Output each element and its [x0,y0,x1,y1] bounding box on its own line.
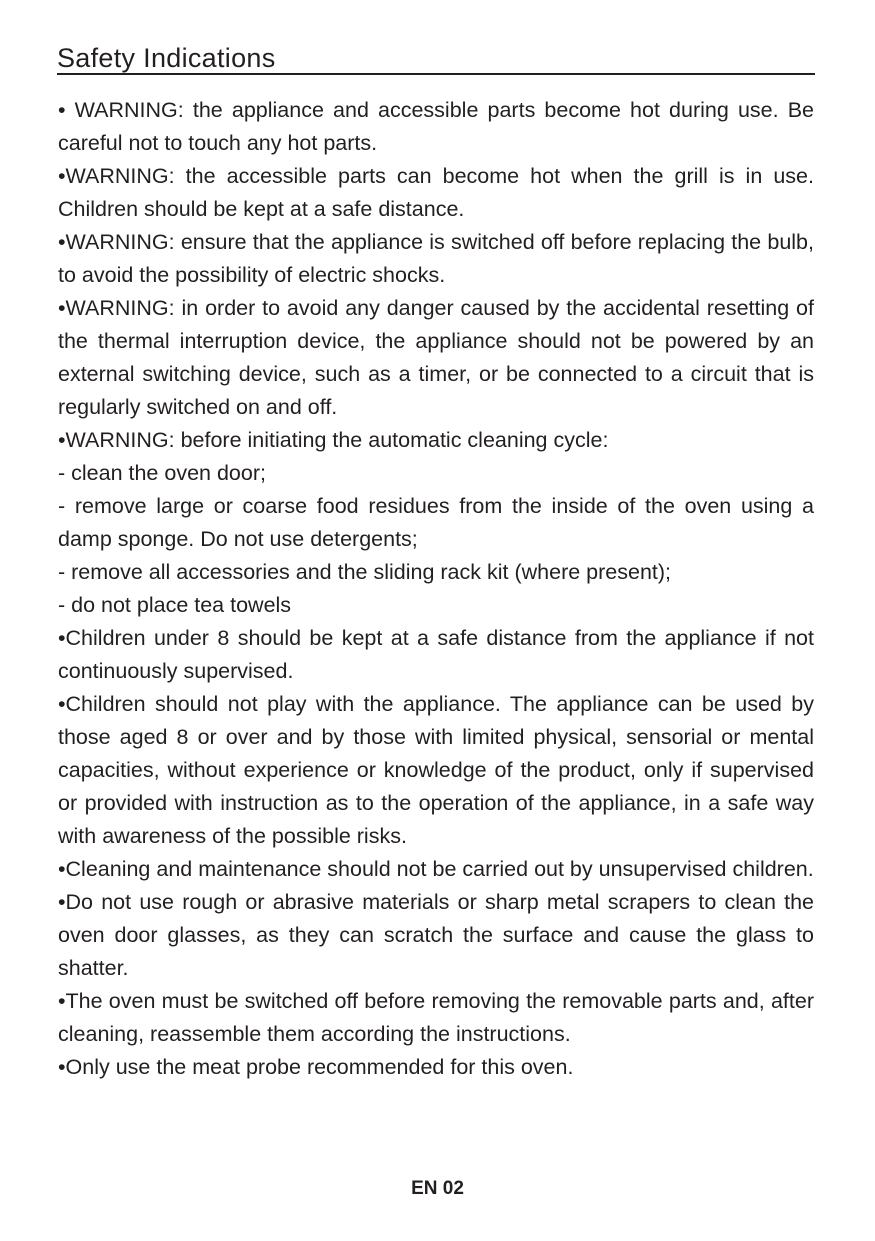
paragraph-cleaning-cycle-warning: •WARNING: before initiating the automatic cleaning cycle: [58,428,609,452]
paragraph-grill-warning: •WARNING: the accessible parts can become hot when the grill is in use. Children should be kept at a safe distance. [58,164,814,221]
paragraph-bulb-warning: •WARNING: ensure that the appliance is switched off before replacing the bulb, to avoid the possibility of electric shocks. [58,230,814,287]
list-item-clean-door: - clean the oven door; [58,461,266,485]
list-item-remove-residues: - remove large or coarse food residues from the inside of the oven using a damp sponge. Do not use detergents; [58,494,814,551]
paragraph-children-distance: •Children under 8 should be kept at a safe distance from the appliance if not continuously supervised. [58,626,814,683]
paragraph-children-play: •Children should not play with the appliance. The appliance can be used by those aged 8 or over and by those with limited physical, sensorial or mental capacities, without experience or knowledge of the product, only if supervised or provided with instruction as to the operation of the appliance, in a safe way with awareness of the possible risks. [58,692,814,848]
list-item-tea-towels: - do not place tea towels [58,593,292,617]
paragraph-abrasive-materials: •Do not use rough or abrasive materials or sharp metal scrapers to clean the oven door glasses, as they can scratch the surface and cause the glass to shatter. [58,890,814,980]
paragraph-cleaning-maintenance: •Cleaning and maintenance should not be carried out by unsupervised children. [58,857,814,881]
paragraph-hot-parts-warning: • WARNING: the appliance and accessible parts become hot during use. Be careful not to touch any hot parts. [58,98,814,155]
page-number: EN 02 [411,1178,464,1199]
page-title: Safety Indications [57,43,276,73]
paragraph-meat-probe: •Only use the meat probe recommended for this oven. [58,1055,574,1079]
title-divider [57,73,815,75]
paragraph-removable-parts: •The oven must be switched off before removing the removable parts and, after cleaning, reassemble them according the instructions. [58,989,814,1046]
safety-text-body [58,94,814,1084]
list-item-remove-accessories: - remove all accessories and the sliding rack kit (where present); [58,560,672,584]
paragraph-thermal-device-warning: •WARNING: in order to avoid any danger caused by the accidental resetting of the thermal interruption device, the appliance should not be powered by an external switching device, such as a timer, or be connected to a circuit that is regularly switched on and off. [58,296,814,419]
